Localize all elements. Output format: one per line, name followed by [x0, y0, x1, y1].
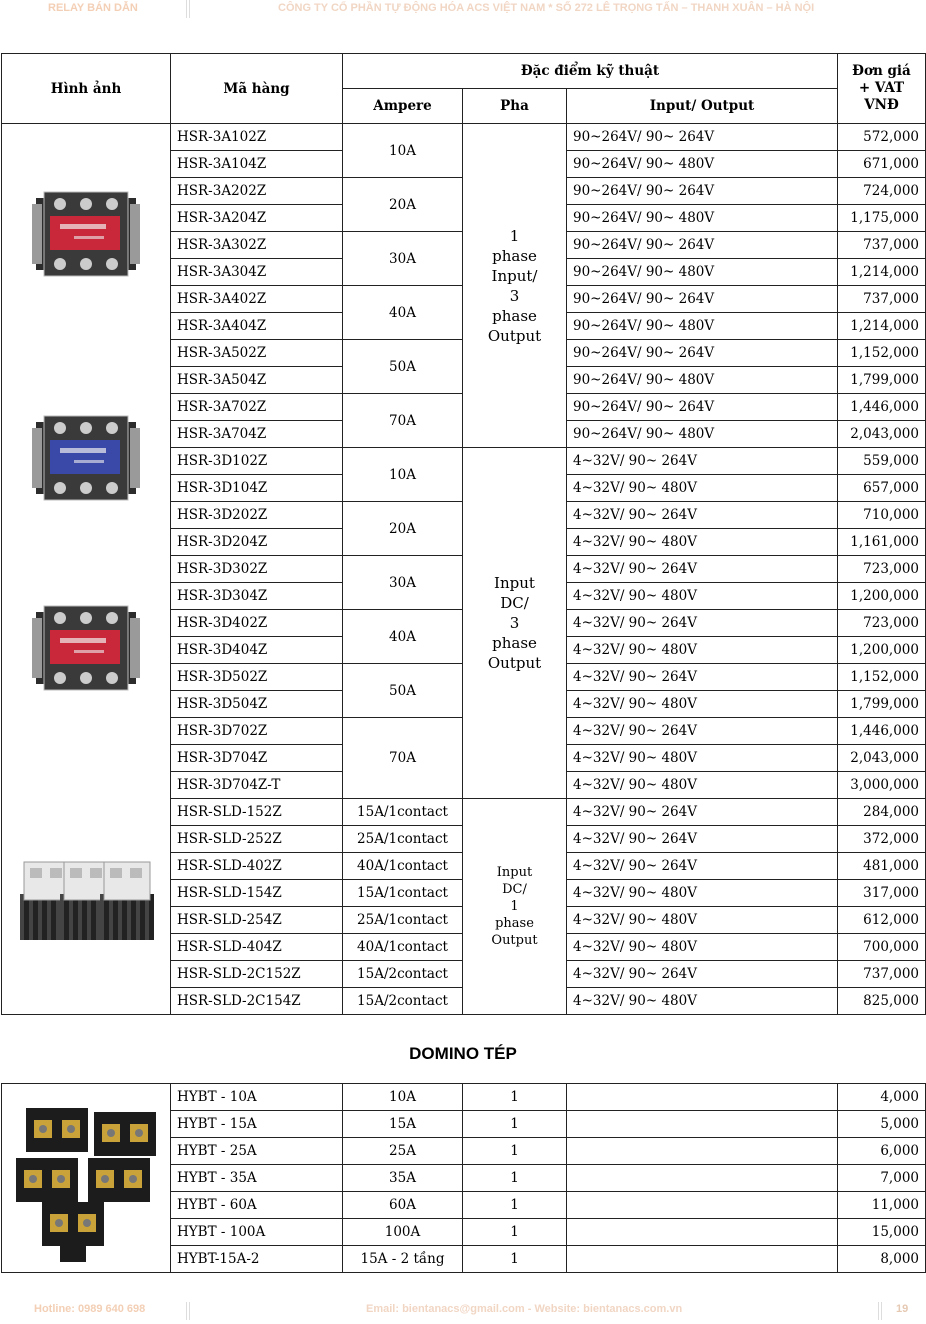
item-price: 657,000: [838, 475, 926, 502]
domino-io: [567, 1192, 838, 1219]
domino-price: 4,000: [838, 1084, 926, 1111]
domino-row: [2, 1084, 926, 1111]
domino-title: DOMINO TÉP: [409, 1044, 517, 1063]
item-ampere: 40A: [343, 610, 463, 664]
item-ampere: 40A: [343, 286, 463, 340]
item-code: HSR-3D302Z: [171, 556, 343, 583]
item-price: 372,000: [838, 826, 926, 853]
item-io: 4~32V/ 90~ 264V: [567, 448, 838, 475]
phase-word: DC/: [500, 594, 529, 612]
item-phase: [463, 448, 567, 799]
domino-code: HYBT - 25A: [171, 1138, 343, 1165]
item-price: 710,000: [838, 502, 926, 529]
item-price: 1,200,000: [838, 583, 926, 610]
domino-io: [567, 1111, 838, 1138]
item-price: 1,799,000: [838, 367, 926, 394]
item-code: HSR-SLD-154Z: [171, 880, 343, 907]
domino-code: HYBT - 60A: [171, 1192, 343, 1219]
item-phase: [463, 799, 567, 1015]
item-price: 1,446,000: [838, 394, 926, 421]
domino-price: 15,000: [838, 1219, 926, 1246]
item-code: HSR-3D202Z: [171, 502, 343, 529]
domino-phase: 1: [463, 1165, 567, 1192]
phase-word: phase: [492, 306, 537, 325]
item-price: 1,152,000: [838, 340, 926, 367]
item-ampere: 15A/2contact: [343, 961, 463, 988]
item-price: 481,000: [838, 853, 926, 880]
item-price: 1,799,000: [838, 691, 926, 718]
item-ampere: 15A/1contact: [343, 880, 463, 907]
relay-price-table: [1, 53, 926, 1015]
item-price: 700,000: [838, 934, 926, 961]
item-io: 4~32V/ 90~ 264V: [567, 502, 838, 529]
domino-price: 11,000: [838, 1192, 926, 1219]
domino-io: [567, 1138, 838, 1165]
item-code: HSR-3A202Z: [171, 178, 343, 205]
domino-ampere: 15A: [343, 1111, 463, 1138]
domino-code: HYBT - 15A: [171, 1111, 343, 1138]
item-price: 737,000: [838, 961, 926, 988]
relay-sld-image: [16, 854, 164, 950]
item-price: 559,000: [838, 448, 926, 475]
phase-word: phase: [492, 246, 537, 265]
item-price: 723,000: [838, 610, 926, 637]
item-io: 4~32V/ 90~ 264V: [567, 664, 838, 691]
item-ampere: 10A: [343, 124, 463, 178]
item-price: 284,000: [838, 799, 926, 826]
footer-contact: Email: bientanacs@gmail.com - Website: bientanacs.com.vn: [366, 1303, 683, 1315]
item-price: 724,000: [838, 178, 926, 205]
header-company: CÔNG TY CỔ PHẦN TỰ ĐỘNG HÓA ACS VIỆT NAM * SỐ 272 LÊ TRỌNG TẤN – THANH XUÂN – HÀ NỘI: [278, 2, 815, 14]
item-io: 4~32V/ 90~ 264V: [567, 718, 838, 745]
domino-phase: 1: [463, 1246, 567, 1273]
item-price: 317,000: [838, 880, 926, 907]
item-ampere: 20A: [343, 502, 463, 556]
relay-3phase-dc-red-image: [30, 602, 142, 698]
item-code: HSR-3A102Z: [171, 124, 343, 151]
relay-3phase-ac-image: [30, 188, 142, 284]
col-ampere: Ampere: [343, 89, 463, 124]
item-io: 90~264V/ 90~ 264V: [567, 178, 838, 205]
phase-word: phase: [495, 916, 534, 931]
item-price: 3,000,000: [838, 772, 926, 799]
product-images: [2, 124, 171, 1015]
domino-io: [567, 1246, 838, 1273]
domino-price: 7,000: [838, 1165, 926, 1192]
item-code: HSR-3A704Z: [171, 421, 343, 448]
footer-divider: [878, 1302, 882, 1320]
page-footer: [0, 1302, 926, 1322]
col-spec: Đặc điểm kỹ thuật: [343, 54, 838, 89]
item-code: HSR-3D704Z-T: [171, 772, 343, 799]
phase-word: phase: [492, 634, 537, 652]
item-io: 90~264V/ 90~ 480V: [567, 313, 838, 340]
item-code: HSR-3D704Z: [171, 745, 343, 772]
col-price: [838, 54, 926, 124]
table-row: [2, 124, 926, 151]
item-io: 90~264V/ 90~ 480V: [567, 259, 838, 286]
relay-3phase-dc-blue-image: [30, 412, 142, 508]
item-code: HSR-SLD-152Z: [171, 799, 343, 826]
item-io: 4~32V/ 90~ 480V: [567, 988, 838, 1015]
item-price: 1,214,000: [838, 313, 926, 340]
item-code: HSR-3A702Z: [171, 394, 343, 421]
item-price: 1,175,000: [838, 205, 926, 232]
item-ampere: 30A: [343, 556, 463, 610]
item-io: 4~32V/ 90~ 264V: [567, 961, 838, 988]
domino-ampere: 35A: [343, 1165, 463, 1192]
phase-word: Output: [487, 654, 542, 672]
phase-word: DC/: [502, 882, 527, 897]
col-io: Input/ Output: [567, 89, 838, 124]
domino-ampere: 60A: [343, 1192, 463, 1219]
domino-phase: 1: [463, 1192, 567, 1219]
domino-terminal-image: [16, 1098, 166, 1272]
item-io: 90~264V/ 90~ 480V: [567, 151, 838, 178]
col-phase: Pha: [463, 89, 567, 124]
domino-code: HYBT-15A-2: [171, 1246, 343, 1273]
domino-price: 5,000: [838, 1111, 926, 1138]
page-number: 19: [896, 1303, 909, 1315]
item-io: 4~32V/ 90~ 480V: [567, 745, 838, 772]
domino-phase: 1: [463, 1111, 567, 1138]
item-ampere: 70A: [343, 394, 463, 448]
item-price: 572,000: [838, 124, 926, 151]
phase-word: Input: [494, 574, 535, 592]
item-code: HSR-3D102Z: [171, 448, 343, 475]
col-image: Hình ảnh: [2, 54, 171, 124]
item-code: HSR-3D104Z: [171, 475, 343, 502]
item-phase: [463, 124, 567, 448]
item-price: 2,043,000: [838, 421, 926, 448]
domino-price: 6,000: [838, 1138, 926, 1165]
item-io: 4~32V/ 90~ 264V: [567, 826, 838, 853]
item-io: 4~32V/ 90~ 480V: [567, 475, 838, 502]
item-price: 612,000: [838, 907, 926, 934]
item-code: HSR-3A104Z: [171, 151, 343, 178]
item-code: HSR-SLD-254Z: [171, 907, 343, 934]
item-code: HSR-3D702Z: [171, 718, 343, 745]
item-price: 737,000: [838, 286, 926, 313]
item-code: HSR-3A402Z: [171, 286, 343, 313]
item-code: HSR-3A404Z: [171, 313, 343, 340]
item-code: HSR-SLD-404Z: [171, 934, 343, 961]
item-code: HSR-3D404Z: [171, 637, 343, 664]
item-price: 1,161,000: [838, 529, 926, 556]
phase-word: Input/: [491, 266, 538, 285]
header-section: RELAY BÁN DẪN: [48, 2, 138, 14]
item-ampere: 15A/2contact: [343, 988, 463, 1015]
item-price: 825,000: [838, 988, 926, 1015]
domino-price: 8,000: [838, 1246, 926, 1273]
item-code: HSR-3D304Z: [171, 583, 343, 610]
phase-word: 3: [509, 286, 520, 305]
price-header-l1: Đơn giá: [852, 63, 911, 79]
domino-phase: 1: [463, 1219, 567, 1246]
item-io: 4~32V/ 90~ 480V: [567, 583, 838, 610]
item-io: 4~32V/ 90~ 480V: [567, 529, 838, 556]
item-price: 723,000: [838, 556, 926, 583]
item-io: 90~264V/ 90~ 264V: [567, 394, 838, 421]
item-io: 4~32V/ 90~ 480V: [567, 934, 838, 961]
domino-ampere: 15A - 2 tầng: [343, 1246, 463, 1273]
item-ampere: 25A/1contact: [343, 826, 463, 853]
domino-ampere: 25A: [343, 1138, 463, 1165]
phase-word: 1: [510, 899, 519, 914]
item-price: 2,043,000: [838, 745, 926, 772]
footer-divider: [186, 1302, 190, 1320]
item-code: HSR-SLD-2C152Z: [171, 961, 343, 988]
page-header: [0, 0, 926, 18]
item-io: 4~32V/ 90~ 480V: [567, 907, 838, 934]
item-code: HSR-3D402Z: [171, 610, 343, 637]
item-code: HSR-3D504Z: [171, 691, 343, 718]
item-code: HSR-SLD-2C154Z: [171, 988, 343, 1015]
phase-word: 3: [509, 614, 520, 632]
price-header-l2: + VAT: [858, 80, 905, 96]
item-ampere: 40A/1contact: [343, 934, 463, 961]
item-io: 90~264V/ 90~ 264V: [567, 286, 838, 313]
item-price: 737,000: [838, 232, 926, 259]
item-code: HSR-3A304Z: [171, 259, 343, 286]
item-ampere: 50A: [343, 664, 463, 718]
item-ampere: 10A: [343, 448, 463, 502]
item-io: 90~264V/ 90~ 480V: [567, 421, 838, 448]
domino-ampere: 10A: [343, 1084, 463, 1111]
item-io: 90~264V/ 90~ 480V: [567, 205, 838, 232]
phase-word: 1: [509, 226, 520, 245]
domino-io: [567, 1165, 838, 1192]
item-ampere: 50A: [343, 340, 463, 394]
item-io: 4~32V/ 90~ 264V: [567, 610, 838, 637]
item-code: HSR-3A504Z: [171, 367, 343, 394]
item-io: 4~32V/ 90~ 264V: [567, 799, 838, 826]
domino-price-table: [1, 1083, 926, 1273]
domino-ampere: 100A: [343, 1219, 463, 1246]
item-code: HSR-3D502Z: [171, 664, 343, 691]
domino-io: [567, 1219, 838, 1246]
item-io: 90~264V/ 90~ 264V: [567, 232, 838, 259]
item-io: 90~264V/ 90~ 264V: [567, 340, 838, 367]
domino-code: HYBT - 100A: [171, 1219, 343, 1246]
domino-code: HYBT - 10A: [171, 1084, 343, 1111]
phase-word: Output: [487, 326, 542, 345]
item-io: 4~32V/ 90~ 480V: [567, 691, 838, 718]
item-price: 1,446,000: [838, 718, 926, 745]
item-ampere: 30A: [343, 232, 463, 286]
item-code: HSR-SLD-252Z: [171, 826, 343, 853]
item-ampere: 40A/1contact: [343, 853, 463, 880]
item-io: 4~32V/ 90~ 480V: [567, 772, 838, 799]
domino-phase: 1: [463, 1084, 567, 1111]
item-price: 671,000: [838, 151, 926, 178]
header-divider: [186, 0, 190, 18]
item-ampere: 25A/1contact: [343, 907, 463, 934]
item-io: 4~32V/ 90~ 480V: [567, 637, 838, 664]
item-price: 1,214,000: [838, 259, 926, 286]
phase-word: Input: [496, 865, 533, 880]
price-header-l3: VNĐ: [864, 97, 899, 113]
domino-image-cell: [2, 1084, 171, 1273]
item-io: 90~264V/ 90~ 264V: [567, 124, 838, 151]
item-code: HSR-3D204Z: [171, 529, 343, 556]
item-code: HSR-3A302Z: [171, 232, 343, 259]
domino-phase: 1: [463, 1138, 567, 1165]
domino-io: [567, 1084, 838, 1111]
item-code: HSR-SLD-402Z: [171, 853, 343, 880]
item-io: 90~264V/ 90~ 480V: [567, 367, 838, 394]
item-io: 4~32V/ 90~ 264V: [567, 853, 838, 880]
col-code: Mã hàng: [171, 54, 343, 124]
item-ampere: 20A: [343, 178, 463, 232]
item-price: 1,152,000: [838, 664, 926, 691]
item-ampere: 70A: [343, 718, 463, 799]
item-io: 4~32V/ 90~ 264V: [567, 556, 838, 583]
item-ampere: 15A/1contact: [343, 799, 463, 826]
item-code: HSR-3A204Z: [171, 205, 343, 232]
item-io: 4~32V/ 90~ 480V: [567, 880, 838, 907]
phase-word: Output: [491, 933, 538, 948]
footer-hotline: Hotline: 0989 640 698: [34, 1303, 146, 1315]
domino-code: HYBT - 35A: [171, 1165, 343, 1192]
item-price: 1,200,000: [838, 637, 926, 664]
item-code: HSR-3A502Z: [171, 340, 343, 367]
